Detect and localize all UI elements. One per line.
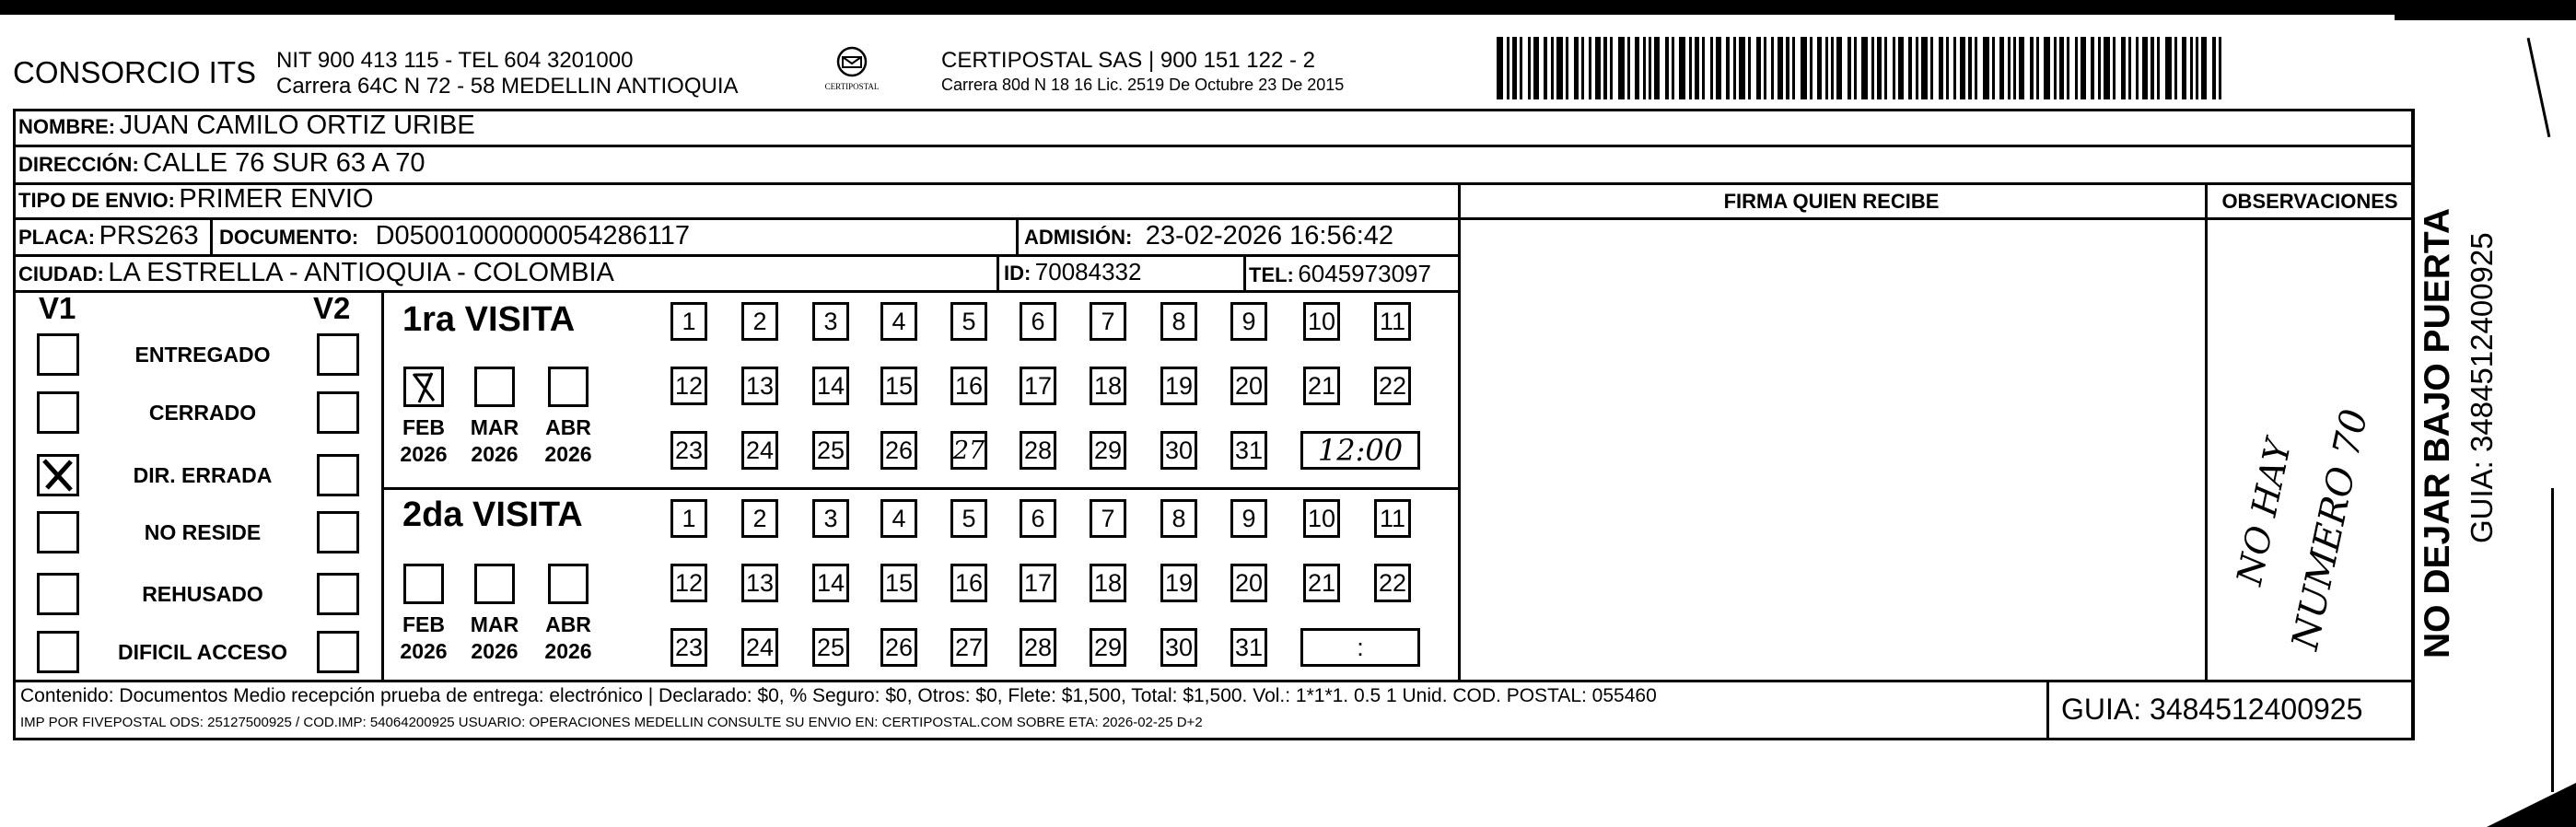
barcode-bar [1733,37,1736,99]
row-line [13,254,1459,257]
day-box[interactable]: 29 [1090,628,1126,667]
side-warning: NO DEJAR BAJO PUERTA [2418,207,2457,658]
barcode-bar [1953,37,1956,99]
day-box[interactable]: 21 [1303,564,1340,602]
day-box[interactable]: 9 [1230,302,1267,341]
barcode-bar [2196,37,2198,99]
day-box[interactable]: 30 [1160,431,1197,470]
day-box[interactable]: 4 [880,302,917,341]
day-box[interactable]: 15 [880,367,917,405]
barcode-bar [2151,37,2154,99]
barcode-bar [1726,37,1730,99]
status-v1-checkbox[interactable] [37,391,79,434]
logo-text: CERTIPOSTAL [824,82,880,91]
row-line [2209,217,2415,220]
barcode-bar [2091,37,2094,99]
status-label: DIFICIL ACCESO [117,640,287,664]
day-box[interactable]: 17 [1020,367,1056,405]
barcode-bar [1643,37,1646,99]
day-box[interactable]: 21 [1303,367,1340,405]
placa-value: PRS263 [99,221,199,250]
month-year: 2026 [400,442,448,466]
documento-value: D05001000000054286117 [375,221,690,250]
barcode-bar [2174,37,2177,99]
barcode-bar [1566,37,1568,99]
barcode [1497,37,2229,99]
barcode-bar [2190,37,2193,99]
barcode-bar [1581,37,1584,99]
barcode-bar [1635,37,1639,99]
id-label: ID: [1004,262,1032,285]
barcode-bar [2098,37,2101,99]
day-box[interactable]: 25 [812,431,849,470]
barcode-bar [1854,37,1857,99]
day-box[interactable]: 11 [1374,302,1411,341]
barcode-bar [1595,37,1601,99]
barcode-bar [1710,37,1713,99]
envelope-icon [832,46,872,77]
day-box[interactable]: 15 [880,564,917,602]
day-box[interactable]: 28 [1020,431,1056,470]
day-box[interactable]: 23 [670,628,707,667]
day-box[interactable]: 12 [670,564,707,602]
barcode-bar [1672,37,1674,99]
day-box[interactable]: 18 [1090,367,1126,405]
barcode-bar [1921,37,1928,99]
footer-line2: IMP POR FIVEPOSTAL ODS: 25127500925 / COD.IMP: 54064200925 USUARIO: OPERACIONES MEDELLIN CONSULTE SU ENVIO EN: CERTIPOSTAL.COM SOBRE ETA: 2026-02-25 D+2 [20,715,1203,730]
barcode-bar [1792,37,1795,99]
day-box[interactable]: 9 [1230,499,1267,538]
barcode-bar [1939,37,1943,99]
day-box[interactable]: 8 [1160,499,1197,538]
row-line [13,217,2415,220]
day-box[interactable]: 29 [1090,431,1126,470]
nombre-row [18,111,475,141]
admision-value: 23-02-2026 16:56:42 [1145,221,1394,250]
month-checkbox[interactable] [474,367,515,407]
barcode-bar [2182,37,2186,99]
visita1-title: 1ra VISITA [402,300,576,339]
barcode-bar [1764,37,1766,99]
status-v2-checkbox[interactable] [317,391,359,434]
month-label [467,612,522,665]
barcode-bar [1884,37,1887,99]
barcode-bar [1836,37,1842,99]
tipo-label: TIPO DE ENVIO: [18,189,175,212]
x-mark-icon [40,457,76,494]
barcode-bar [1695,37,1699,99]
day-box[interactable]: 13 [741,564,778,602]
day-box[interactable]: 24 [741,628,778,667]
observaciones-header: OBSERVACIONES [2221,190,2398,213]
barcode-bar [2121,37,2126,99]
certi-line1: CERTIPOSTAL SAS | 900 151 122 - 2 [941,48,1315,73]
barcode-bar [1893,37,1895,99]
barcode-bar [1551,37,1554,99]
admision-row [1024,221,1393,251]
day-box[interactable]: 3 [812,499,849,538]
status-v1-checkbox[interactable] [37,454,79,496]
barcode-bar [1528,37,1531,99]
barcode-bar [2128,37,2131,99]
time-box[interactable]: : [1300,628,1420,667]
admision-label: ADMISIÓN: [1024,226,1133,249]
barcode-bar [2054,37,2057,99]
barcode-bar [1930,37,1933,99]
barcode-bar [1716,37,1721,99]
month-name: ABR [545,612,591,636]
barcode-bar [2008,37,2011,99]
barcode-bar [2136,37,2139,99]
month-year: 2026 [471,639,519,663]
row-line [13,290,1459,293]
status-label: REHUSADO [142,582,263,606]
day-box[interactable]: 6 [1020,499,1056,538]
month-checkbox[interactable] [548,564,589,604]
status-label: CERRADO [148,401,257,425]
col-line [1458,182,1461,681]
barcode-bar [1556,37,1563,99]
day-box[interactable]: 16 [950,564,987,602]
day-box[interactable]: 19 [1160,367,1197,405]
barcode-bar [1786,37,1789,99]
id-value: 70084332 [1034,258,1142,285]
scan-edge-mark [2551,488,2554,792]
barcode-bar [2201,37,2207,99]
status-v1-checkbox[interactable] [37,573,79,615]
ciudad-row [18,258,614,288]
month-label [541,414,596,468]
barcode-bar [1968,37,1972,99]
day-box[interactable]: 6 [1020,302,1056,341]
side-guia: GUIA: 3484512400925 [2465,232,2499,543]
day-box[interactable]: 19 [1160,564,1197,602]
barcode-bar [1831,37,1834,99]
barcode-bar [2081,37,2086,99]
day-box[interactable]: 31 [1230,431,1267,470]
barcode-bar [2019,37,2024,99]
month-name: FEB [402,612,445,636]
day-box[interactable]: 26 [880,431,917,470]
barcode-bar [2165,37,2172,99]
barcode-bar [1544,37,1547,99]
month-label [541,612,596,665]
status-label: NO RESIDE [144,520,262,544]
company-name: CONSORCIO ITS [13,55,257,89]
day-box[interactable]: 2 [741,302,778,341]
footer-line1: Contenido: Documentos Medio recepción prueba de entrega: electrónico | Declarado: $0, % Seguro: $0, Otros: $0, Flete: $1,500, Total: $1,500. Vol.: 1*1*1. 0.5 1 Unid. COD. POSTAL: 055460 [20,685,1657,706]
barcode-bar [1689,37,1692,99]
barcode-bar [1574,37,1579,99]
day-box[interactable]: 23 [670,431,707,470]
barcode-bar [1702,37,1705,99]
month-name: MAR [470,415,519,439]
scan-edge-mark [2527,38,2551,137]
tipo-row [18,184,373,215]
barcode-bar [1975,37,1977,99]
observacion-handwritten-2: NUMERO 70 [2284,405,2377,654]
barcode-bar [1507,37,1509,99]
month-checkbox[interactable] [403,367,444,407]
day-box[interactable]: 20 [1230,367,1267,405]
barcode-bar [1618,37,1625,99]
status-label: DIR. ERRADA [133,463,273,487]
barcode-bar [1898,37,1904,99]
documento-row [219,221,690,251]
day-box[interactable]: 17 [1020,564,1056,602]
tel-value: 6045973097 [1298,260,1431,287]
scan-bottom-corner [2487,783,2576,827]
month-year: 2026 [544,639,592,663]
barcode-bar [2013,37,2016,99]
barcode-bar [2142,37,2148,99]
day-box[interactable]: 5 [950,302,987,341]
day-box[interactable]: 16 [950,367,987,405]
status-v2-checkbox[interactable] [317,511,359,553]
day-box[interactable]: 7 [1090,302,1126,341]
barcode-bar [1497,37,1503,99]
direccion-value: CALLE 76 SUR 63 A 70 [143,148,425,178]
barcode-bar [1665,37,1669,99]
v2-label: V2 [313,291,351,325]
firma-header: FIRMA QUIEN RECIBE [1723,190,1940,213]
visit-divider [381,487,1459,490]
scan-top-edge-right [2395,0,2576,20]
certi-line2: Carrera 80d N 18 16 Lic. 2519 De Octubre 23 De 2015 [941,76,1345,94]
day-box[interactable]: 25 [812,628,849,667]
barcode-bar [2075,37,2078,99]
barcode-bar [2067,37,2069,99]
placa-label: PLACA: [18,226,96,249]
row-line [13,145,2415,147]
barcode-bar [2157,37,2160,99]
status-v2-checkbox[interactable] [317,631,359,673]
day-box[interactable]: 22 [1374,367,1411,405]
status-v1-checkbox[interactable] [37,511,79,553]
day-box[interactable]: 30 [1160,628,1197,667]
month-name: FEB [402,415,445,439]
day-box[interactable]: 10 [1303,499,1340,538]
month-name: ABR [545,415,591,439]
status-v2-checkbox[interactable] [317,333,359,376]
barcode-bar [1810,37,1813,99]
day-box[interactable]: 5 [950,499,987,538]
month-checkbox[interactable] [548,367,589,407]
status-label: ENTREGADO [134,343,271,367]
status-v2-checkbox[interactable] [317,573,359,615]
barcode-bar [1847,37,1851,99]
barcode-bar [1861,37,1868,99]
tel-label: TEL: [1249,263,1294,286]
barcode-bar [1649,37,1651,99]
status-v1-checkbox[interactable] [37,333,79,376]
x-mark-icon [406,369,441,404]
barcode-bar [1520,37,1522,99]
nombre-label: NOMBRE: [18,115,116,138]
barcode-bar [2030,37,2034,99]
barcode-bar [1610,37,1613,99]
documento-label: DOCUMENTO: [219,226,359,249]
time-box[interactable]: 12:00 [1300,431,1420,470]
day-box[interactable]: 1 [670,302,707,341]
col-line [997,254,999,291]
barcode-bar [1589,37,1591,99]
day-box[interactable]: 1 [670,499,707,538]
barcode-bar [2059,37,2064,99]
row-line [13,680,2415,682]
ciudad-value: LA ESTRELLA - ANTIOQUIA - COLOMBIA [108,258,614,287]
day-box[interactable]: 10 [1303,302,1340,341]
day-box[interactable]: 4 [880,499,917,538]
month-year: 2026 [400,639,448,663]
barcode-bar [2036,37,2039,99]
day-box[interactable]: 31 [1230,628,1267,667]
col-line [1016,217,1019,254]
col-line [381,290,384,681]
barcode-bar [1748,37,1751,99]
barcode-bar [1817,37,1822,99]
day-box[interactable]: 14 [812,367,849,405]
day-box[interactable]: 28 [1020,628,1056,667]
barcode-bar [1654,37,1660,99]
barcode-bar [1916,37,1918,99]
month-checkbox[interactable] [403,564,444,604]
barcode-bar [1871,37,1874,99]
barcode-bar [1908,37,1912,99]
barcode-bar [1603,37,1607,99]
barcode-bar [1960,37,1965,99]
barcode-bar [1992,37,1995,99]
day-box[interactable]: 27 [950,431,987,470]
day-box[interactable]: 22 [1374,564,1411,602]
status-v1-checkbox[interactable] [37,631,79,673]
barcode-bar [1512,37,1517,99]
placa-row [18,221,199,251]
day-box[interactable]: 18 [1090,564,1126,602]
month-label [467,414,522,468]
direccion-label: DIRECCIÓN: [18,153,139,176]
barcode-bar [1877,37,1882,99]
barcode-bar [1771,37,1774,99]
day-box[interactable]: 3 [812,302,849,341]
tel-row [1249,260,1431,288]
footer-guia: GUIA: 3484512400925 [2061,693,2363,726]
nombre-value: JUAN CAMILO ORTIZ URIBE [119,111,475,140]
direccion-row [18,148,425,179]
day-box[interactable]: 24 [741,431,778,470]
id-row [1004,258,1141,286]
col-line [2046,680,2049,740]
barcode-bar [1756,37,1761,99]
month-name: MAR [470,612,519,636]
scan-top-edge [0,0,2576,15]
barcode-bar [1801,37,1807,99]
day-box[interactable]: 20 [1230,564,1267,602]
certipostal-logo [810,46,893,101]
col-line [2205,182,2208,681]
observacion-handwritten-1: NO HAY [2229,435,2300,589]
barcode-bar [2212,37,2216,99]
day-box[interactable]: 14 [812,564,849,602]
barcode-bar [2113,37,2116,99]
day-box[interactable]: 13 [741,367,778,405]
v1-label: V1 [39,291,76,325]
month-year: 2026 [544,442,592,466]
day-box[interactable]: 12 [670,367,707,405]
tipo-value: PRIMER ENVIO [179,184,374,214]
barcode-bar [1739,37,1745,99]
day-box[interactable]: 7 [1090,499,1126,538]
month-label [396,612,451,665]
status-v2-checkbox[interactable] [317,454,359,496]
barcode-bar [2219,37,2221,99]
month-checkbox[interactable] [474,564,515,604]
day-box[interactable]: 11 [1374,499,1411,538]
barcode-bar [1778,37,1783,99]
day-box[interactable]: 2 [741,499,778,538]
barcode-bar [1825,37,1828,99]
col-line [1243,254,1246,291]
month-year: 2026 [471,442,519,466]
day-box[interactable]: 8 [1160,302,1197,341]
day-box[interactable]: 26 [880,628,917,667]
col-line [210,217,213,254]
barcode-bar [1533,37,1539,99]
nit-line: NIT 900 413 115 - TEL 604 3201000 [276,48,634,73]
barcode-bar [2044,37,2050,99]
day-box[interactable]: 27 [950,628,987,667]
ciudad-label: CIUDAD: [18,262,104,285]
month-label [396,414,451,468]
barcode-bar [1999,37,2004,99]
barcode-bar [1983,37,1989,99]
company-address: Carrera 64C N 72 - 58 MEDELLIN ANTIOQUIA [276,74,739,99]
barcode-bar [1946,37,1949,99]
barcode-bar [1627,37,1630,99]
visita2-title: 2da VISITA [402,495,583,534]
barcode-bar [1679,37,1685,99]
barcode-bar [2104,37,2110,99]
